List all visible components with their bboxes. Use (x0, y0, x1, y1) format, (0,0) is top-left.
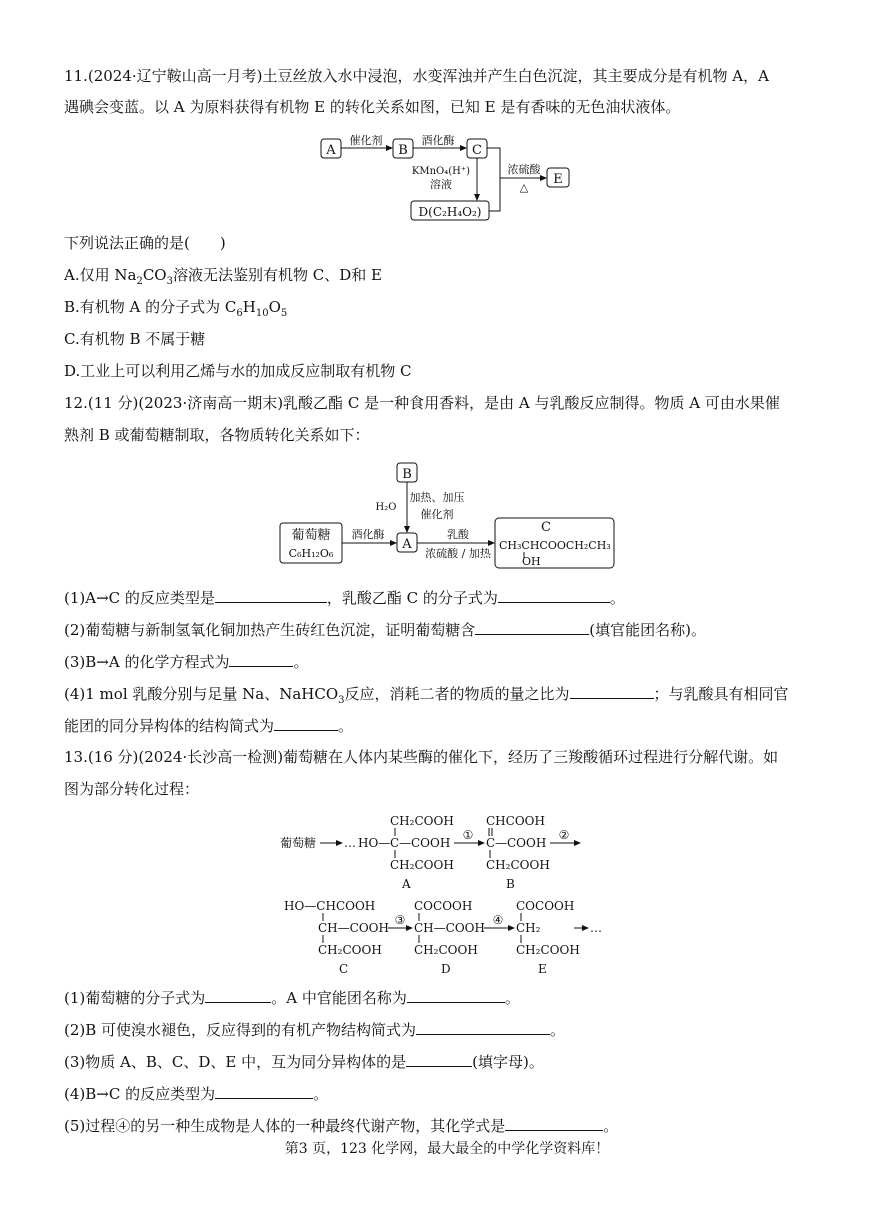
label-a-cooh: —COOH (399, 836, 451, 850)
label-conditions: 浓硫酸 / 加热 (425, 547, 491, 560)
label-lactic: 乳酸 (447, 528, 469, 541)
q12-line1: 12.(11 分)(2023·济南高一期末)乳酸乙酯 C 是一种食用香料，是由 A 与乳酸反应制得。物质 A 可由水果催 (64, 394, 780, 412)
label-d-mid: CH—COOH (414, 921, 485, 935)
q12-s4: (4)1 mol 乳酸分别与足量 Na、NaHCO$_3$反应，消耗二者的物质的量之比为 ；与乳酸具有相同官 (64, 685, 789, 706)
label-c: C (472, 143, 482, 158)
label-d-bottom: CH₂COOH (414, 943, 478, 957)
label-step-3: ③ (394, 913, 406, 927)
q13-line2: 图为部分转化过程： (64, 780, 200, 798)
q11-diagram (316, 134, 586, 224)
label-water: H₂O (375, 502, 397, 513)
label-sulfuric: 浓硫酸 (507, 163, 541, 176)
label-a-c: C (390, 836, 400, 850)
q12-s2: (2)葡萄糖与新制氢氧化铜加热产生砖红色沉淀，证明葡萄糖含 (填官能团名称)。 (64, 621, 706, 639)
label-b: B (506, 877, 515, 891)
label-c: C (541, 520, 551, 535)
label-dots: … (344, 836, 356, 850)
label-e: E (553, 172, 563, 187)
q11-option-b: B.有机物 A 的分子式为 $C_6H_{10}O_5$ (64, 298, 288, 319)
label-oh: OH (522, 555, 541, 568)
label-tail: … (590, 921, 602, 935)
q13-s5: (5)过程④的另一种生成物是人体的一种最终代谢产物，其化学式是 。 (64, 1117, 619, 1135)
label-solution: 溶液 (430, 178, 452, 191)
q13-s4: (4)B→C 的反应类型为 。 (64, 1085, 329, 1103)
q11-line1: 11.(2024·辽宁鞍山高一月考)土豆丝放入水中浸泡，水变浑浊并产生白色沉淀，其主要成分是有机物 A，A (64, 67, 769, 85)
label-b-top: CHCOOH (486, 814, 545, 828)
label-e-top: COCOOH (516, 899, 575, 913)
label-glucose: 葡萄糖 (291, 528, 331, 543)
label-c: C (339, 962, 349, 976)
label-a: A (326, 143, 336, 158)
label-ester-formula: CH₃CHCOOCH₂CH₃ (499, 539, 611, 552)
label-catalyst: 催化剂 (420, 508, 454, 521)
label-step-1: ① (462, 828, 474, 842)
label-d: D (441, 962, 451, 976)
page-footer: 第3 页，123 化学网，最大最全的中学化学资料库！ (284, 1141, 610, 1157)
label-b: B (402, 467, 412, 482)
q12-s4-cont: 能团的同分异构体的结构简式为 。 (64, 717, 354, 735)
label-glucose: 葡萄糖 (280, 836, 317, 850)
q13-line1: 13.(16 分)(2024·长沙高一检测)葡萄糖在人体内某些酶的催化下，经历了三羧酸循环过程进行分解代谢。如 (64, 748, 779, 766)
label-a: A (402, 877, 411, 891)
label-heat: △ (519, 181, 529, 194)
q13-s2: (2)B 可使溴水褪色，反应得到的有机产物结构简式为 。 (64, 1021, 566, 1039)
connector-c-e (487, 148, 500, 211)
label-e-mid: CH₂ (516, 921, 541, 935)
label-b-cooh: —COOH (495, 836, 547, 850)
q11-option-d: D.工业上可以利用乙烯与水的加成反应制取有机物 C (64, 362, 412, 380)
q13-s3: (3)物质 A、B、C、D、E 中，互为同分异构体的是 (填字母)。 (64, 1053, 544, 1071)
q11-option-a: A.仅用 $Na_2CO_3$溶液无法鉴别有机物 C、D和 E (64, 266, 382, 287)
label-c-bottom: CH₂COOH (318, 943, 382, 957)
q12-line2: 熟剂 B 或葡萄糖制取，各物质转化关系如下： (64, 426, 370, 444)
q13-s1: (1)葡萄糖的分子式为 。A 中官能团名称为 。 (64, 989, 520, 1007)
label-b-bottom: CH₂COOH (486, 858, 550, 872)
q11-line2: 遇碘会变蓝。以 A 为原料获得有机物 E 的转化关系如图，已知 E 是有香味的无色油状液体。 (64, 98, 681, 116)
label-heat-pressure: 加热、加压 (409, 491, 465, 504)
label-catalyst: 催化剂 (349, 134, 383, 147)
label-a: A (402, 537, 412, 552)
label-a-ho: HO— (358, 836, 391, 850)
label-zymase: 酒化酶 (351, 528, 385, 541)
label-zymase: 酒化酶 (421, 134, 455, 147)
label-e: E (538, 962, 547, 976)
label-a-bottom: CH₂COOH (390, 858, 454, 872)
q12-s1: (1)A→C 的反应类型是 ，乳酸乙酯 C 的分子式为 。 (64, 589, 625, 607)
q13-diagram (278, 812, 618, 977)
label-b-c: C (486, 836, 496, 850)
q11-question: 下列说法正确的是( ) (64, 234, 226, 252)
q12-diagram (278, 460, 618, 572)
label-a-top: CH₂COOH (390, 814, 454, 828)
q11-option-c: C.有机物 B 不属于糖 (64, 330, 206, 348)
label-step-4: ④ (492, 913, 504, 927)
label-step-2: ② (558, 828, 570, 842)
label-c-mid: CH—COOH (318, 921, 389, 935)
label-glucose-formula: C₆H₁₂O₆ (288, 547, 334, 560)
label-kmno4: KMnO₄(H⁺) (411, 166, 471, 177)
label-d: D(C₂H₄O₂) (418, 205, 482, 219)
label-e-bottom: CH₂COOH (516, 943, 580, 957)
label-b: B (398, 143, 408, 158)
q12-s3: (3)B→A 的化学方程式为 。 (64, 653, 309, 671)
label-c-top: HO—CHCOOH (284, 899, 376, 913)
label-d-top: COCOOH (414, 899, 473, 913)
